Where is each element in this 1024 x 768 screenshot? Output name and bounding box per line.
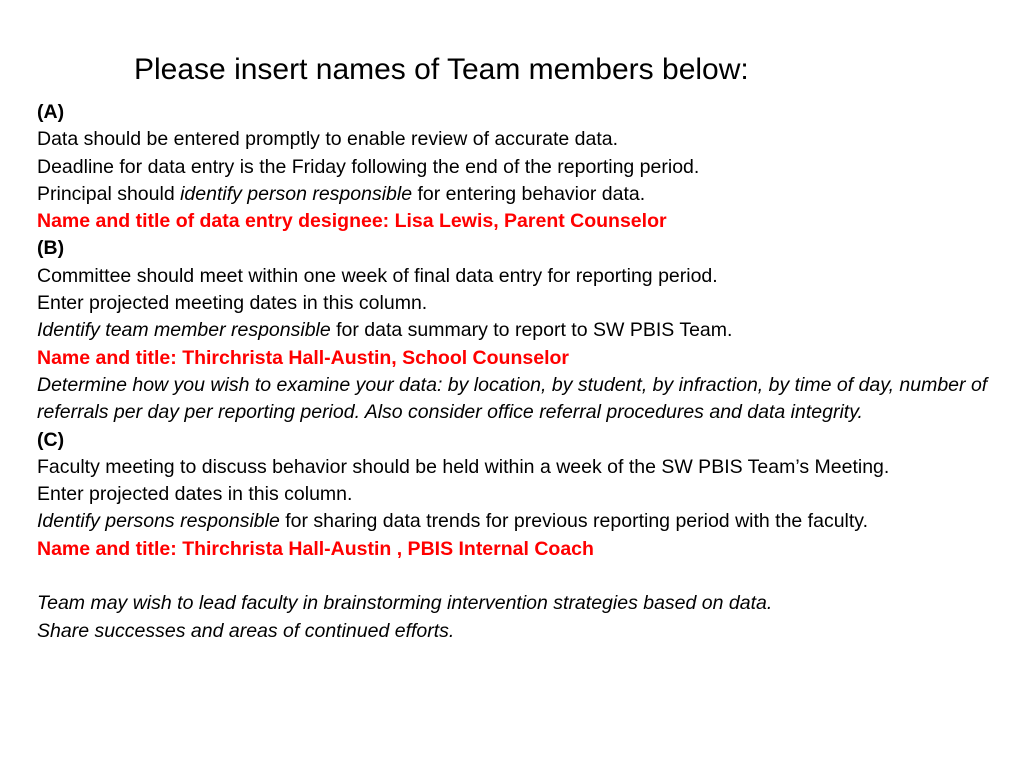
section-a-header: (A): [37, 101, 65, 123]
section-c-designee: Name and title: Thirchrista Hall-Austin , PBIS Internal Coach: [37, 537, 594, 560]
section-a-line-3-pre: Principal should: [37, 182, 181, 205]
closing-line-2: Share successes and areas of continued efforts.: [37, 619, 455, 642]
page-title: Please insert names of Team members below:: [134, 53, 749, 86]
section-a-line-1: Data should be entered promptly to enable review of accurate data.: [37, 128, 619, 151]
section-a-line-3-emphasis: identify person responsible: [180, 182, 413, 205]
section-b-line-3-emphasis: Identify team member responsible: [37, 319, 331, 342]
section-c-line-3: [37, 508, 997, 535]
section-c-header: (C): [37, 428, 65, 451]
section-b-line-2: Enter projected meeting dates in this column.: [37, 292, 428, 315]
section-a-line-2: Deadline for data entry is the Friday following the end of the reporting period.: [37, 155, 700, 178]
section-b-line-3: [37, 317, 997, 344]
instructions-body: [37, 99, 997, 645]
section-a-line-3-post: for entering behavior data.: [412, 182, 646, 205]
spacer: [37, 563, 997, 590]
section-a-designee: Name and title of data entry designee: Lisa Lewis, Parent Counselor: [37, 210, 667, 233]
section-c-line-2: Enter projected dates in this column.: [37, 483, 353, 506]
section-b-note: Determine how you wish to examine your data: by location, by student, by infraction, by time of day, number of referrals per day per reporting period. Also consider office referral procedures and data integrity.: [37, 373, 988, 424]
closing-line-1: Team may wish to lead faculty in brainstorming intervention strategies based on data.: [37, 592, 773, 615]
section-c-line-1: Faculty meeting to discuss behavior should be held within a week of the SW PBIS Team’s Meeting.: [37, 455, 890, 478]
section-b-line-3-post: for data summary to report to SW PBIS Team.: [330, 319, 733, 342]
section-c-line-3-post: for sharing data trends for previous reporting period with the faculty.: [279, 510, 869, 533]
section-a-line-3: [37, 181, 997, 208]
section-c-line-3-emphasis: Identify persons responsible: [37, 510, 280, 533]
section-b-header: (B): [37, 237, 65, 260]
section-b-line-1: Committee should meet within one week of final data entry for reporting period.: [37, 264, 718, 287]
section-b-designee: Name and title: Thirchrista Hall-Austin, School Counselor: [37, 346, 569, 369]
